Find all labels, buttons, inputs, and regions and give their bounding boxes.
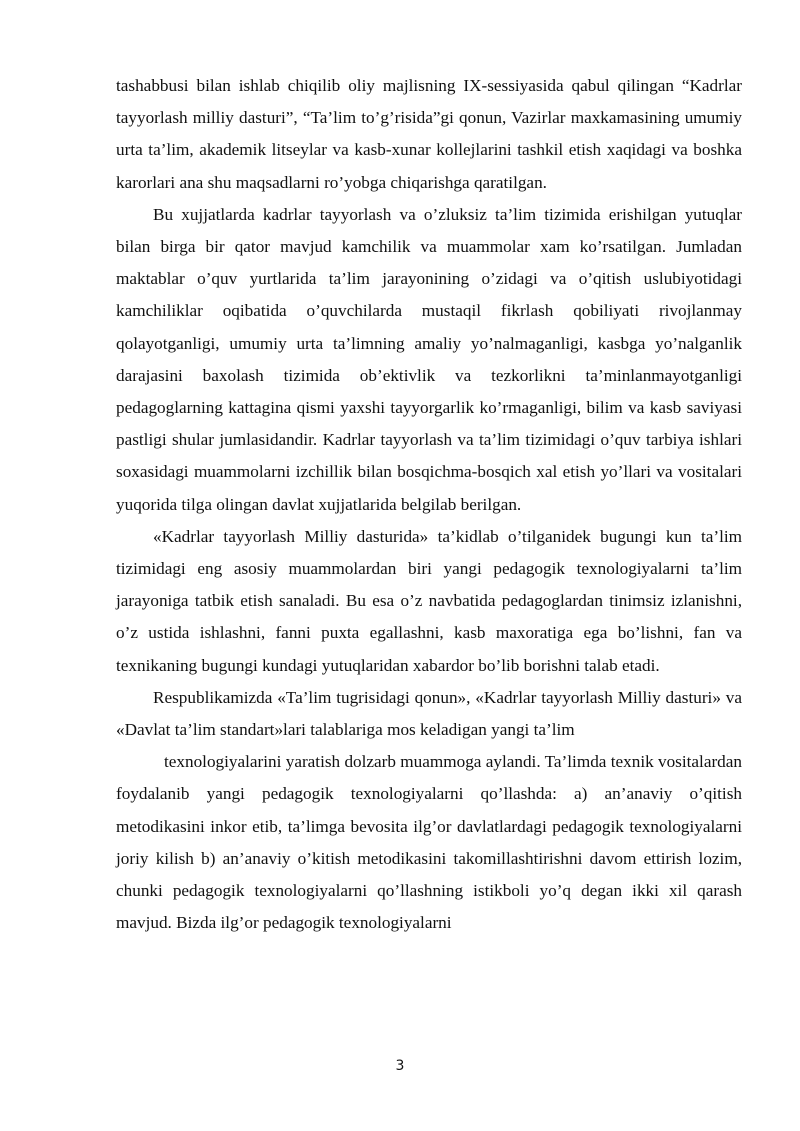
paragraph-3: «Kadrlar tayyorlash Milliy dasturida» ta’kidlab o’tilganidek bugungi kun ta’lim tizimidagi eng asosiy muammolardan biri yangi pedagogik texnologiyalarni ta’lim jarayoniga tatbik etish sanaladi. Bu esa o’z navbatida pedagoglardan tinimsiz izlanishni, o’z ustida ishlashni, fanni puxta egallashni, kasb maxoratiga ega bo’lishni, fan va texnikaning bugungi kundagi yutuqlaridan xabardor bo’lib borishni talab etadi. xyxy=(116,526,742,675)
document-page xyxy=(116,70,742,939)
paragraph-4: Respublikamizda «Ta’lim tugrisidagi qonun», «Kadrlar tayyorlash Milliy dasturi» va «Davlat ta’lim standart»lari talablariga mos keladigan yangi ta’lim xyxy=(116,687,742,740)
paragraph-1: tashabbusi bilan ishlab chiqilib oliy majlisning IX-sessiyasida qabul qilingan “Kadrlar tayyorlash milliy dasturi”, “Ta’lim to’g’risida”gi qonun, Vazirlar maxkamasining umumiy urta ta’lim, akademik litseylar va kasb-xunar kollejlarini tashkil etish xaqidagi va boshka karorlari ana shu maqsadlarni ro’yobga chiqarishga qaratilgan. xyxy=(116,76,742,192)
paragraph-5: texnologiyalarini yaratish dolzarb muammoga aylandi. Ta’limda texnik vositalardan foydalanib yangi pedagogik texnologiyalarni qo’llashda: a) an’anaviy o’qitish metodikasini inkor etib, ta’limga bevosita ilg’or davlatlardagi pedagogik texnologiyalarni joriy kilish b) an’anaviy o’kitish metodikasini takomillashtirishni davom ettirish lozim, chunki pedagogik texnologiyalarni qo’llashning istikboli yo’q degan ikki xil qarash mavjud. Bizda ilg’or pedagogik texnologiyalarni xyxy=(116,752,742,933)
paragraph-2: Bu xujjatlarda kadrlar tayyorlash va o’zluksiz ta’lim tizimida erishilgan yutuqlar bilan birga bir qator mavjud kamchilik va muammolar xam ko’rsatilgan. Jumladan maktablar o’quv yurtlarida ta’lim jarayonining o’zidagi va o’qitish uslubiyotidagi kamchiliklar oqibatida o’quvchilarda mustaqil fikrlash qobiliyati rivojlanmay qolayotganligi, umumiy urta ta’limning amaliy yo’nalmaganligi, kasbga yo’nalganlik darajasini baxolash tizimida ob’ektivlik va tezkorlikni ta’minlanmayotganligi pedagoglarning kattagina qismi yaxshi tayyorgarlik ko’rmaganligi, bilim va kasb saviyasi pastligi shular jumlasidandir. Kadrlar tayyorlash va ta’lim tizimidagi o’quv tarbiya ishlari soxasidagi muammolarni izchillik bilan bosqichma-bosqich xal etish yo’llari va vositalari yuqorida tilga olingan davlat xujjatlarida belgilab berilgan. xyxy=(116,204,742,514)
page-number: 3 xyxy=(395,1058,405,1074)
